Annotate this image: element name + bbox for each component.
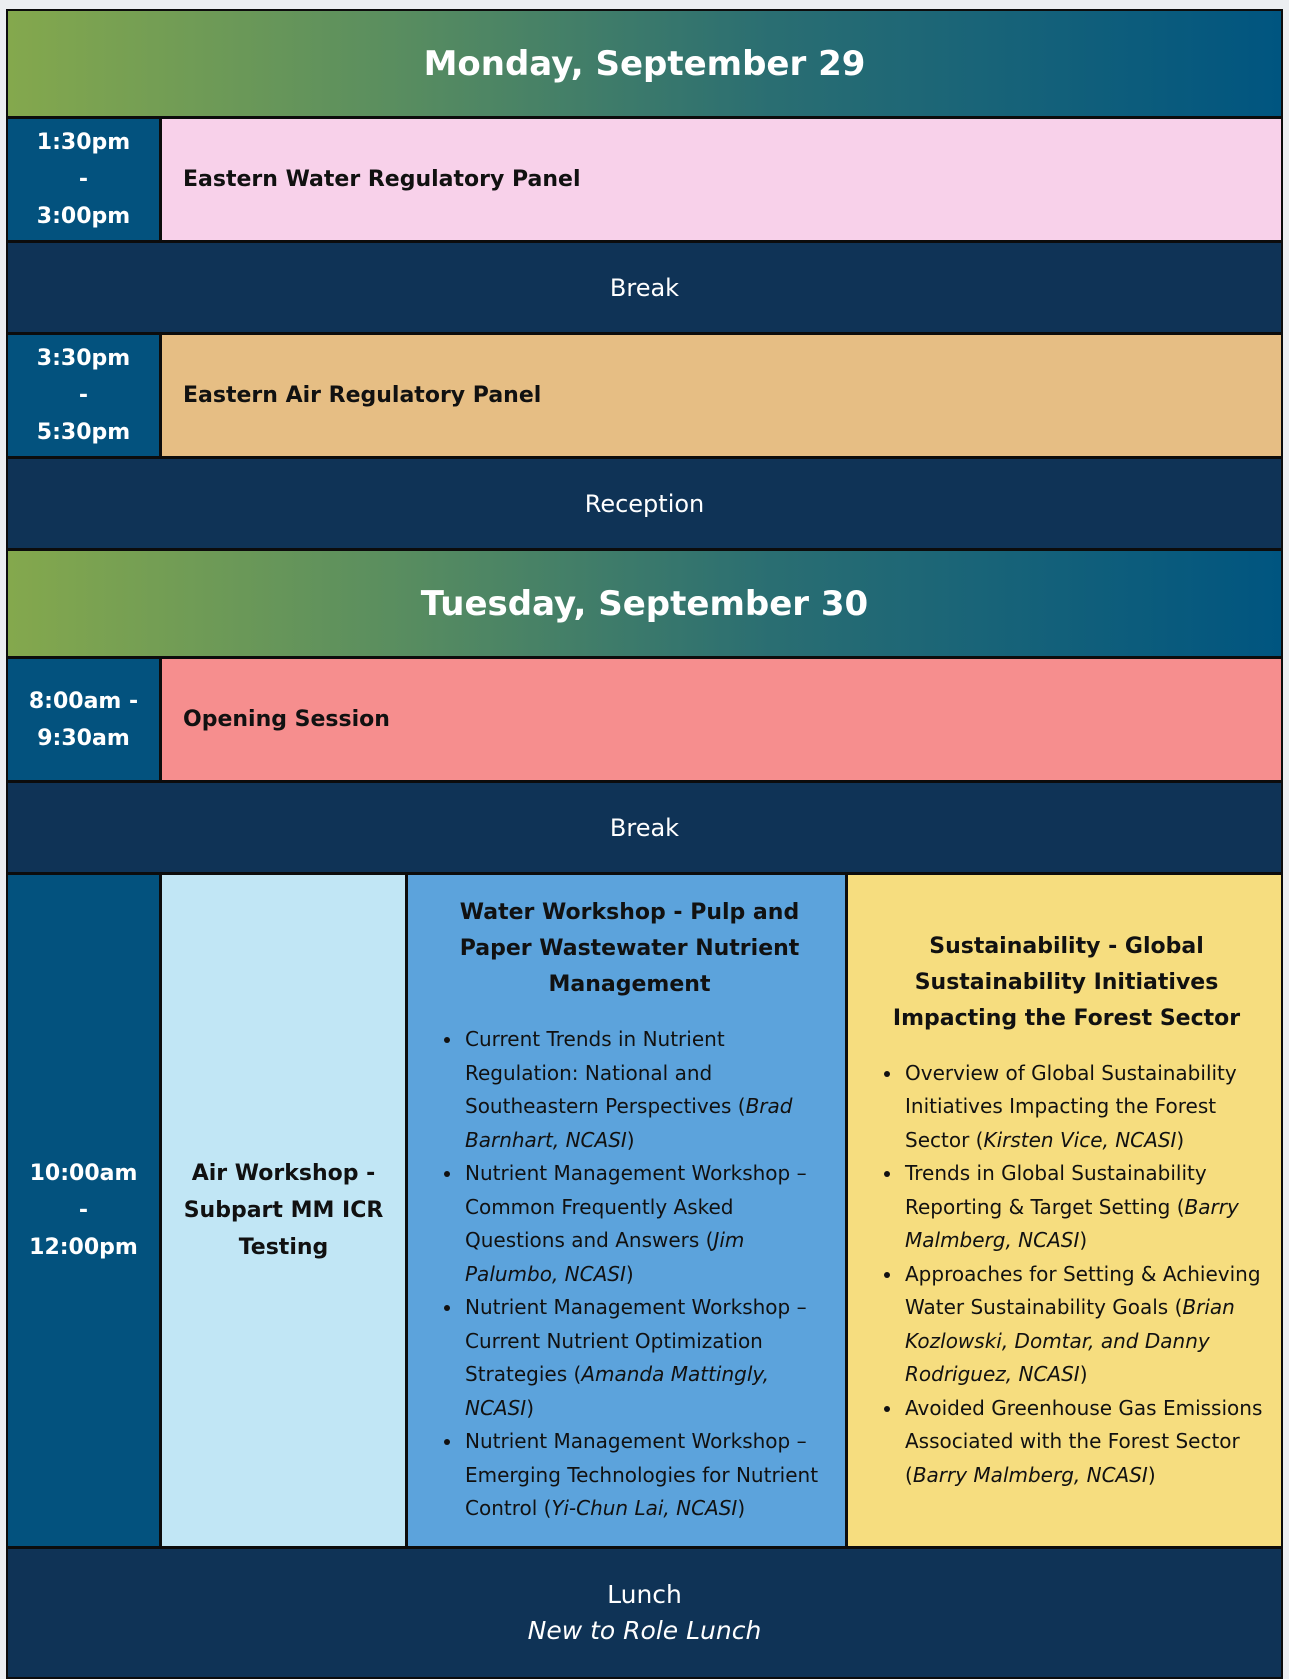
session-time bbox=[8, 119, 162, 240]
lunch-title: Lunch bbox=[607, 1580, 682, 1609]
day-title: Tuesday, September 30 bbox=[420, 583, 869, 624]
break-band bbox=[8, 243, 1281, 335]
list-item: • Current Trends in Nutrient Regulation: National and Southeastern Perspectives (Brad Barnhart, NCASI) bbox=[463, 1023, 829, 1157]
list-item: • Nutrient Management Workshop – Common Frequently Asked Questions and Answers (Jim Palumbo, NCASI) bbox=[463, 1157, 829, 1291]
workshop-title: Sustainability - Global Sustainability Initiatives Impacting the Forest Sector bbox=[892, 933, 1241, 1031]
speaker: Brian Kozlowski, Domtar, and Danny Rodriguez, NCASI bbox=[905, 1295, 1235, 1387]
break-band bbox=[8, 783, 1281, 875]
session-row bbox=[8, 119, 1281, 243]
session-time bbox=[8, 875, 162, 1546]
air-workshop[interactable] bbox=[162, 875, 408, 1546]
band-label: Break bbox=[609, 813, 680, 842]
session-time bbox=[8, 659, 162, 780]
session-eastern-water-panel[interactable] bbox=[162, 119, 1281, 240]
workshop-title: Water Workshop - Pulp and Paper Wastewater Nutrient Management bbox=[459, 900, 800, 998]
band-label: Break bbox=[609, 273, 680, 302]
session-title: Eastern Water Regulatory Panel bbox=[183, 167, 581, 192]
session-title: Eastern Air Regulatory Panel bbox=[183, 383, 542, 408]
speaker: Kirsten Vice, NCASI bbox=[983, 1127, 1177, 1152]
lunch-subtitle: New to Role Lunch bbox=[527, 1616, 762, 1645]
time-range: 1:30pm - 3:00pm bbox=[36, 130, 131, 229]
list-item: • Avoided Greenhouse Gas Emissions Associated with the Forest Sector (Barry Malmberg, NCASI) bbox=[903, 1392, 1263, 1493]
speaker: Jim Palumbo, NCASI bbox=[465, 1228, 745, 1286]
talk-list bbox=[430, 1023, 829, 1526]
speaker: Yi-Chun Lai, NCASI bbox=[551, 1496, 738, 1521]
band-label: Reception bbox=[584, 489, 705, 518]
time-range: 8:00am - 9:30am bbox=[28, 688, 139, 751]
session-title: Opening Session bbox=[183, 707, 390, 732]
water-workshop[interactable] bbox=[408, 875, 848, 1546]
session-eastern-air-panel[interactable] bbox=[162, 335, 1281, 456]
day-header-tuesday bbox=[8, 551, 1281, 659]
speaker: Barry Malmberg, NCASI bbox=[912, 1462, 1148, 1487]
sustainability-workshop[interactable] bbox=[848, 875, 1281, 1546]
talk-list bbox=[870, 1057, 1263, 1493]
list-item: • Nutrient Management Workshop – Current Nutrient Optimization Strategies (Amanda Mattingly, NCASI) bbox=[463, 1291, 829, 1425]
speaker: Brad Barnhart, NCASI bbox=[465, 1094, 793, 1152]
speaker: Amanda Mattingly, NCASI bbox=[465, 1362, 770, 1420]
session-opening[interactable] bbox=[162, 659, 1281, 780]
lunch-band bbox=[8, 1549, 1281, 1677]
day-header-monday bbox=[8, 11, 1281, 119]
day-title: Monday, September 29 bbox=[423, 43, 866, 84]
reception-band bbox=[8, 459, 1281, 551]
time-range: 3:30pm - 5:30pm bbox=[36, 346, 131, 445]
agenda-schedule bbox=[6, 9, 1283, 1679]
workshop-title: Air Workshop - Subpart MM ICR Testing bbox=[183, 1161, 384, 1260]
session-row bbox=[8, 335, 1281, 459]
list-item: • Trends in Global Sustainability Reporting & Target Setting (Barry Malmberg, NCASI) bbox=[903, 1157, 1263, 1258]
speaker: Barry Malmberg, NCASI bbox=[905, 1194, 1239, 1253]
session-row bbox=[8, 659, 1281, 783]
list-item: • Nutrient Management Workshop – Emerging Technologies for Nutrient Control (Yi-Chun Lai, NCASI) bbox=[463, 1425, 829, 1526]
time-range: 10:00am - 12:00pm bbox=[29, 1161, 138, 1260]
session-time bbox=[8, 335, 162, 456]
list-item: • Approaches for Setting & Achieving Water Sustainability Goals (Brian Kozlowski, Domtar, and Danny Rodriguez, NCASI) bbox=[903, 1258, 1263, 1392]
workshop-row bbox=[8, 875, 1281, 1549]
list-item: • Overview of Global Sustainability Initiatives Impacting the Forest Sector (Kirsten Vice, NCASI) bbox=[903, 1057, 1263, 1158]
